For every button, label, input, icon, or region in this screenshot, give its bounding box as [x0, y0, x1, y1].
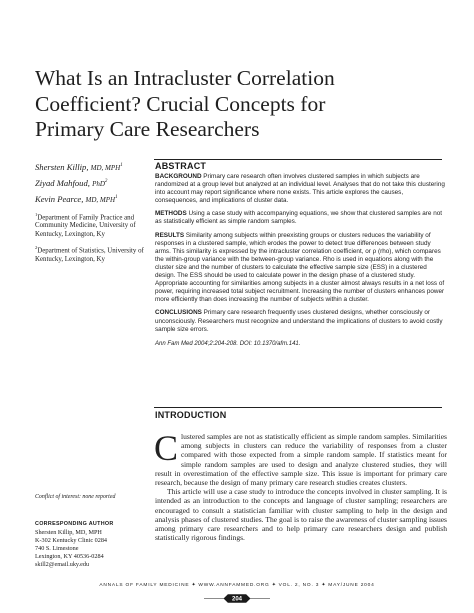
- author-2: Ziyad Mahfoud, PhD$^2$: [35, 177, 108, 188]
- corr-line-4: Lexington, KY 40536-0284: [35, 553, 104, 560]
- corr-line-3: 740 S. Limestone: [35, 545, 79, 552]
- intro-paragraph-1: Clustered samples are not as statistically efficient as simple random samples. Similarities among subjects in clusters can reduce the variability of responses from a cluster compared with those expected from a simple random sample. If statistics meant for simple random samples are used to design and analyze clustered studies, they will result in overestimation of the effective sample size. This issue is important for primary care research, because the design of many primary care research studies creates clusters.: [154, 428, 447, 488]
- abstract-background: BACKGROUND Primary care research often involves clustered samples in which subjects are randomized at a group level but analyzed at an individual level. Analyses that do not take this clustering into account may report significance where none exists. This article explores the causes, consequences, and implications of cluster data.: [155, 173, 445, 205]
- author-1: Shersten Killip, MD, MPH$^1$: [35, 161, 123, 172]
- introduction-heading: INTRODUCTION: [155, 410, 227, 420]
- conflict-of-interest: Conflict of interest: none reported: [35, 494, 116, 500]
- introduction-body: [154, 428, 447, 543]
- title-line-1: What Is an Intracluster Correlation: [35, 66, 335, 90]
- citation: Ann Fam Med 2004;2:204-208. DOI: 10.1370/afm.141.: [155, 340, 301, 347]
- abstract-results: RESULTS Similarity among subjects within preexisting groups or clusters reduces the variability of responses in a clustered sample, which erodes the power to detect true differences between study arms. This similarity is expressed by the intracluster correlation coefficient, or ρ (rho), which compares the within-group variance with the between-group variance. Rho is used in equations along with the cluster size and the number of clusters to calculate the effective sample size (ESS) in a clustered design. The ESS should be used to calculate power in the design phase of a clustered study. Appropriate accounting for similarities among subjects in a cluster almost always results in a net loss of power, requiring increased total subject recruitment. Increasing the number of clusters enhances power more efficiently than does increasing the number of subjects within a cluster.: [155, 231, 445, 304]
- title-line-3: Primary Care Researchers: [35, 117, 260, 141]
- abstract-methods: METHODS Using a case study with accompanying equations, we show that clustered samples are not as statistically efficient as simple random samples.: [155, 210, 443, 226]
- abstract-conclusions: CONCLUSIONS Primary care research frequently uses clustered designs, whether consciously or unconsciously. Researchers must recognize and understand the implications of clusters to avoid costly sample size errors.: [155, 309, 443, 333]
- page-number-badge: [204, 594, 270, 603]
- page-number: 204: [231, 596, 243, 603]
- article-title: [35, 66, 455, 143]
- corr-line-1: Shersten Killip, MD, MPH: [35, 529, 102, 536]
- running-footer: ANNALS OF FAMILY MEDICINE ✦ WWW.ANNFAMMED.ORG ✦ VOL. 2, NO. 3 ✦ MAY/JUNE 2004: [99, 583, 375, 588]
- abstract-body: [155, 173, 445, 353]
- abstract-rule: [154, 159, 442, 160]
- abstract-heading: ABSTRACT: [155, 161, 207, 171]
- drop-cap: C: [154, 428, 179, 468]
- introduction-rule: [154, 407, 442, 408]
- corresponding-author: [35, 520, 153, 569]
- intro-paragraph-2: This article will use a case study to introduce the concepts involved in cluster sampling. It is intended as an introduction to the concepts and language of cluster sampling; researchers are encouraged to consult a statistician familiar with cluster sampling to help in the design and analysis phases of clustered studies. The goal is to raise the awareness of cluster sampling issues among primary care researchers and to help primary care researchers design and publish statistically rigorous findings.: [155, 487, 447, 543]
- author-column: [35, 159, 153, 264]
- affiliation-1: $^1$Department of Family Practice and Community Medicine, University of Kentucky, Lexington, Ky: [35, 211, 136, 238]
- title-line-2: Coefficient? Crucial Concepts for: [35, 91, 326, 116]
- author-3: Kevin Pearce, MD, MPH$^1$: [35, 193, 118, 204]
- corr-line-2: K-302 Kentucky Clinic 0284: [35, 537, 108, 544]
- corr-email: skill2@email.uky.edu: [35, 561, 90, 568]
- corresponding-author-heading: CORRESPONDING AUTHOR: [35, 521, 114, 527]
- affiliation-2: $^2$Department of Statistics, University of Kentucky, Lexington, Ky: [35, 245, 144, 263]
